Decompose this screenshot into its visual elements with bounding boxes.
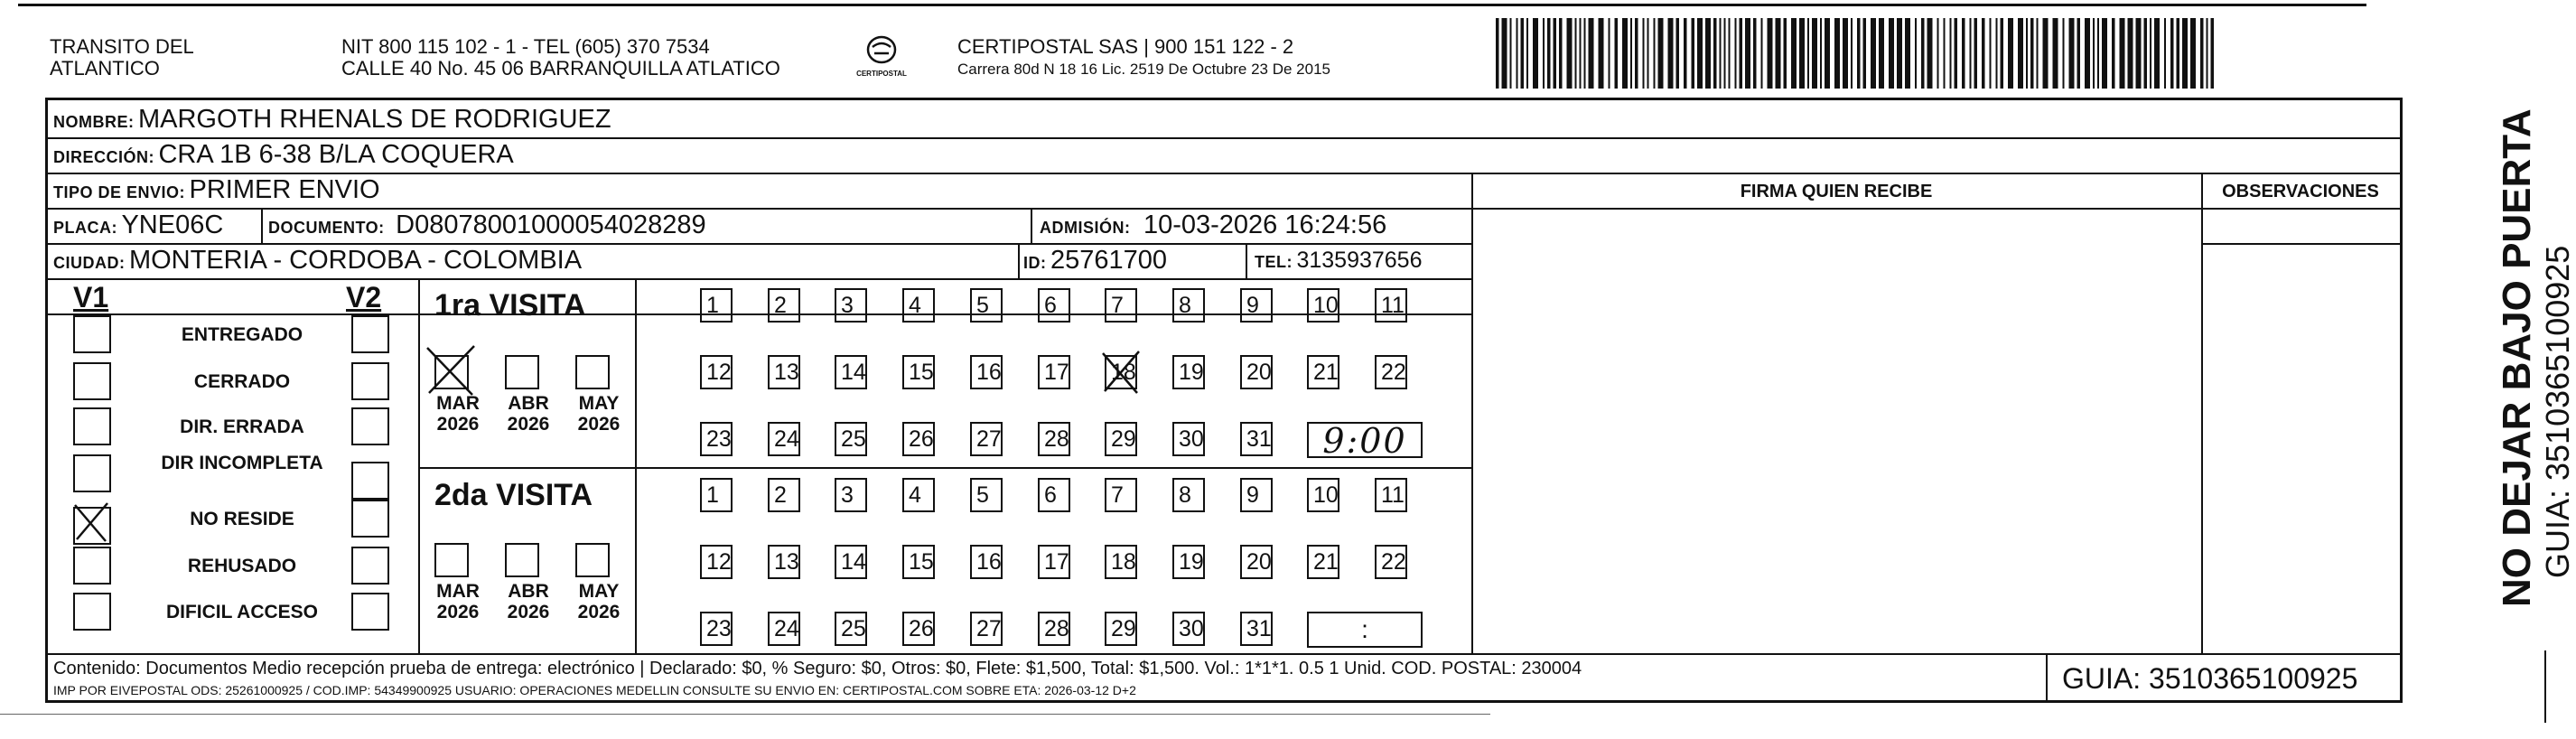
- barcode-bar: [1825, 18, 1830, 89]
- org-name: [50, 36, 194, 80]
- barcode-bar: [1502, 18, 1507, 89]
- barcode-bar: [1761, 18, 1763, 89]
- barcode-bar: [2136, 18, 2142, 89]
- barcode-bar: [1927, 18, 1933, 89]
- day-box: 7: [1105, 478, 1137, 512]
- day-box: 20: [1240, 355, 1273, 389]
- barcode-bar: [1950, 18, 1952, 89]
- v1-status-checkbox: [73, 407, 111, 445]
- barcode-bar: [1735, 18, 1737, 89]
- day-box: 25: [835, 422, 867, 456]
- month-checkbox: [505, 355, 539, 389]
- tel-label: TEL:: [1255, 253, 1293, 271]
- status-col-line: [418, 278, 420, 653]
- month-year: 2026: [507, 414, 550, 435]
- v1-status-checkbox: [73, 593, 111, 631]
- v2-status-checkbox: [351, 362, 389, 400]
- barcode-bar: [1996, 18, 1998, 89]
- barcode-bar: [1720, 18, 1722, 89]
- barcode-bar: [1729, 18, 1731, 89]
- barcode-bar: [2128, 18, 2133, 89]
- document-field: [268, 210, 706, 245]
- barcode-bar: [1658, 18, 1664, 89]
- status-option-label: DIR. ERRADA: [180, 416, 304, 437]
- v1-no-reside-check-mark: [73, 501, 109, 543]
- imp-line: IMP POR EIVEPOSTAL ODS: 25261000925 / COD.IMP: 54349900925 USUARIO: OPERACIONES MEDELLIN CONSULTE SU ENVIO EN: CERTIPOSTAL.COM SOBRE ETA: 2026-03-12 D+2: [53, 683, 1136, 697]
- day-box: 1: [700, 478, 733, 512]
- day-box: 24: [768, 422, 800, 456]
- barcode-bar: [2170, 18, 2174, 89]
- org-name-line2: ATLANTICO: [50, 57, 160, 80]
- barcode-bar: [2154, 18, 2160, 89]
- sender-info: [341, 36, 780, 80]
- barcode-bar: [1526, 18, 1528, 89]
- day-box: 14: [835, 545, 867, 579]
- day-box: 28: [1038, 422, 1070, 456]
- side-text: [2495, 108, 2576, 607]
- col-line: [1018, 243, 1020, 278]
- barcode-bar: [1834, 18, 1840, 89]
- barcode-bar: [2085, 18, 2090, 89]
- certipostal-logo-text: CERTIPOSTAL: [856, 70, 907, 78]
- day-check-mark: [1101, 350, 1141, 395]
- day-box: 3: [835, 478, 867, 512]
- observations-header: OBSERVACIONES: [2222, 182, 2379, 201]
- barcode-bar: [2200, 18, 2204, 89]
- day-box: 6: [1038, 478, 1070, 512]
- plate-field: [53, 210, 223, 245]
- barcode-bar: [2026, 18, 2028, 89]
- barcode-bar: [1955, 18, 1958, 89]
- admission-field: [1040, 210, 1386, 245]
- month-checkbox: [434, 543, 469, 577]
- day-box: 30: [1172, 612, 1205, 646]
- v2-status-checkbox: [351, 315, 389, 353]
- id-field: [1023, 245, 1167, 280]
- barcode-bar: [2150, 18, 2151, 89]
- barcode-bar: [2112, 18, 2115, 89]
- col-line: [1246, 243, 1247, 278]
- barcode-bar: [2077, 18, 2081, 89]
- day-box: 13: [768, 355, 800, 389]
- barcode-bar: [1599, 18, 1604, 89]
- v2-status-checkbox: [351, 462, 389, 500]
- day-box: 22: [1375, 355, 1407, 389]
- barcode-bar: [1510, 18, 1512, 89]
- barcode-bar: [2120, 18, 2125, 89]
- barcode-bar: [1982, 18, 1985, 89]
- barcode-bar: [1668, 18, 1674, 89]
- row-line: [2201, 243, 2400, 245]
- carrier-info: [957, 36, 1330, 79]
- guia-col-line: [2046, 653, 2048, 700]
- visit-divider-line: [418, 467, 1471, 469]
- barcode-bar: [1647, 18, 1649, 89]
- handwritten-time-box: 9:00: [1307, 422, 1423, 458]
- v1-label: V1: [73, 281, 109, 313]
- barcode-bar: [1889, 18, 1894, 89]
- barcode-bar: [1697, 18, 1703, 89]
- barcode-bar: [2030, 18, 2034, 89]
- barcode-bar: [1776, 18, 1781, 89]
- day-box: 7: [1105, 288, 1137, 323]
- day-box: 6: [1038, 288, 1070, 323]
- status-option-label: ENTREGADO: [181, 324, 303, 345]
- day-box: 2: [768, 288, 800, 323]
- day-box: 23: [700, 422, 733, 456]
- barcode-bar: [2037, 18, 2039, 89]
- barcode-bar: [1974, 18, 1978, 89]
- day-box: 17: [1038, 355, 1070, 389]
- barcode-bar: [1944, 18, 1946, 89]
- day-box: 10: [1307, 478, 1339, 512]
- barcode-bar: [1547, 18, 1551, 89]
- day-box: 15: [902, 355, 935, 389]
- barcode-bar: [1517, 18, 1518, 89]
- content-line: Contenido: Documentos Medio recepción prueba de entrega: electrónico | Declarado: $0, % Seguro: $0, Otros: $0, Flete: $1,500, Total: $1,500. Vol.: 1*1*1. 0.5 1 Unid. COD. POSTAL: 230004: [53, 659, 1582, 678]
- address-value: CRA 1B 6-38 B/LA COQUERA: [158, 140, 514, 169]
- month-checkbox: [575, 543, 610, 577]
- barcode-bar: [1622, 18, 1628, 89]
- day-box: 16: [970, 355, 1003, 389]
- day-box: 21: [1307, 545, 1339, 579]
- v1-status-checkbox: [73, 547, 111, 585]
- id-value: 25761700: [1050, 246, 1167, 275]
- barcode-bar: [1745, 18, 1750, 89]
- barcode-bar: [1905, 18, 1910, 89]
- certipostal-logo-icon: [863, 34, 900, 65]
- day-box: 3: [835, 288, 867, 323]
- barcode-bar: [2144, 18, 2148, 89]
- barcode-bar: [2069, 18, 2075, 89]
- barcode-bar: [2102, 18, 2107, 89]
- status-option-label: REHUSADO: [187, 556, 297, 576]
- month-year: 2026: [577, 414, 621, 435]
- day-box: 17: [1038, 545, 1070, 579]
- days-col-line: [635, 278, 637, 653]
- day-box: 18: [1105, 355, 1137, 389]
- day-box: 1: [700, 288, 733, 323]
- day-box: 25: [835, 612, 867, 646]
- col-line: [1031, 208, 1032, 243]
- name-value: MARGOTH RHENALS DE RODRIGUEZ: [137, 105, 611, 134]
- day-box: 5: [970, 288, 1003, 323]
- tel-field: [1255, 245, 1423, 279]
- day-box: 11: [1375, 288, 1407, 323]
- month-year: 2026: [577, 602, 621, 622]
- barcode-bar: [1740, 18, 1743, 89]
- barcode-bar: [1589, 18, 1594, 89]
- admission-value: 10-03-2026 16:24:56: [1143, 210, 1387, 239]
- month-year: 2026: [436, 602, 480, 622]
- barcode-bar: [1609, 18, 1610, 89]
- top-edge-line: [18, 4, 2366, 6]
- day-box: 16: [970, 545, 1003, 579]
- barcode-bar: [1863, 18, 1867, 89]
- barcode-bar: [1791, 18, 1797, 89]
- vertical-guia: GUIA: 3510365100925: [2539, 245, 2576, 578]
- sender-address-line: CALLE 40 No. 45 06 BARRANQUILLA ATLATICO: [341, 57, 780, 80]
- barcode-bar: [1684, 18, 1687, 89]
- day-box: 20: [1240, 545, 1273, 579]
- signature-col-line: [1471, 173, 1473, 653]
- observations-col-line: [2201, 173, 2203, 653]
- no-dejar-warning: NO DEJAR BAJO PUERTA: [2495, 108, 2539, 607]
- barcode-bar: [2164, 18, 2166, 89]
- barcode-bar: [1962, 18, 1965, 89]
- address-label: DIRECCIÓN:: [53, 148, 154, 166]
- main-form-box: [45, 98, 2403, 703]
- barcode-bar: [1937, 18, 1939, 89]
- city-field: [53, 245, 582, 280]
- month-name: MAR: [436, 393, 480, 414]
- barcode-bar: [2001, 18, 2004, 89]
- month-year: 2026: [436, 414, 480, 435]
- barcode-bar: [1580, 18, 1582, 89]
- barcode-bar: [1820, 18, 1822, 89]
- barcode-bar: [1753, 18, 1757, 89]
- month-name: MAY: [578, 393, 620, 414]
- day-box: 26: [902, 612, 935, 646]
- day-box: 9: [1240, 478, 1273, 512]
- v1-status-checkbox: [73, 362, 111, 400]
- day-box: 24: [768, 612, 800, 646]
- barcode-bar: [2097, 18, 2099, 89]
- day-box: 31: [1240, 612, 1273, 646]
- day-box: 8: [1172, 478, 1205, 512]
- certipostal-logo: [845, 34, 918, 85]
- barcode-bar: [2211, 18, 2215, 89]
- barcode-bar: [2207, 18, 2208, 89]
- name-label: NOMBRE:: [53, 113, 135, 131]
- day-box: 23: [700, 612, 733, 646]
- v1-status-checkbox: [73, 315, 111, 353]
- status-option-label: NO RESIDE: [190, 509, 294, 529]
- day-box: 28: [1038, 612, 1070, 646]
- barcode-bar: [2190, 18, 2196, 89]
- day-box: 11: [1375, 478, 1407, 512]
- visit1-title: 1ra VISITA: [434, 288, 586, 323]
- col-line: [261, 208, 263, 243]
- barcode-bar: [1615, 18, 1619, 89]
- day-box: 21: [1307, 355, 1339, 389]
- barcode-bar: [2053, 18, 2058, 89]
- barcode-bar: [1533, 18, 1538, 89]
- v2-status-checkbox: [351, 547, 389, 585]
- send-type-field: [53, 174, 380, 210]
- v2-status-checkbox: [351, 407, 389, 445]
- barcode-bar: [1567, 18, 1573, 89]
- day-box: 27: [970, 422, 1003, 456]
- barcode-bar: [2018, 18, 2023, 89]
- footer-guia: GUIA: 3510365100925: [2062, 662, 2358, 695]
- city-label: CIUDAD:: [53, 254, 126, 272]
- month-name: ABR: [508, 393, 549, 414]
- barcode-bar: [1851, 18, 1853, 89]
- barcode-bar: [1921, 18, 1925, 89]
- month-check-mark: [425, 344, 476, 397]
- month-checkbox: [575, 355, 610, 389]
- barcode-bar: [1724, 18, 1726, 89]
- name-field: [53, 104, 611, 139]
- barcode-bar: [1521, 18, 1525, 89]
- day-box: 29: [1105, 612, 1137, 646]
- barcode-bar: [1496, 18, 1499, 89]
- day-box: 10: [1307, 288, 1339, 323]
- barcode-bar: [1584, 18, 1586, 89]
- day-box: 19: [1172, 545, 1205, 579]
- day-box: 30: [1172, 422, 1205, 456]
- barcode-bar: [2177, 18, 2180, 89]
- barcode-bar: [1879, 18, 1884, 89]
- barcode-bar: [1857, 18, 1861, 89]
- day-box: 2: [768, 478, 800, 512]
- city-value: MONTERIA - CORDOBA - COLOMBIA: [128, 246, 583, 275]
- barcode-bar: [1654, 18, 1656, 89]
- barcode-bar: [1635, 18, 1638, 89]
- barcode-bar: [1768, 18, 1773, 89]
- barcode-bar: [2063, 18, 2065, 89]
- day-box: 5: [970, 478, 1003, 512]
- day-box: 18: [1105, 545, 1137, 579]
- send-type-value: PRIMER ENVIO: [189, 175, 380, 204]
- document-value: D08078001000054028289: [396, 210, 706, 239]
- day-box: 4: [902, 478, 935, 512]
- barcode-bar: [1713, 18, 1717, 89]
- license-line: Carrera 80d N 18 16 Lic. 2519 De Octubre 23 De 2015: [957, 61, 1330, 78]
- status-option-label: DIR INCOMPLETA: [161, 453, 323, 473]
- day-box: 8: [1172, 288, 1205, 323]
- barcode-bar: [1784, 18, 1787, 89]
- plate-label: PLACA:: [53, 219, 117, 237]
- day-box: 26: [902, 422, 935, 456]
- barcode-bar: [2093, 18, 2095, 89]
- barcode-bar: [1643, 18, 1645, 89]
- barcode-bar: [1812, 18, 1817, 89]
- month-name: MAY: [578, 581, 620, 602]
- document-label: DOCUMENTO:: [268, 219, 385, 237]
- v2-status-checkbox: [351, 593, 389, 631]
- barcode-bar: [1915, 18, 1917, 89]
- scan-edge-mark: [0, 714, 1490, 715]
- day-box: 27: [970, 612, 1003, 646]
- visit2-title: 2da VISITA: [434, 478, 593, 512]
- day-box: 14: [835, 355, 867, 389]
- plate-value: YNE06C: [121, 210, 224, 239]
- barcode-bar: [1705, 18, 1711, 89]
- barcode-bar: [1575, 18, 1577, 89]
- time-box: :: [1307, 612, 1423, 648]
- barcode-bar: [1554, 18, 1557, 89]
- barcode-bar: [1970, 18, 1972, 89]
- barcode-bar: [1799, 18, 1805, 89]
- barcode-bar: [1843, 18, 1848, 89]
- carrier-line: CERTIPOSTAL SAS | 900 151 122 - 2: [957, 35, 1294, 58]
- day-box: 31: [1240, 422, 1273, 456]
- barcode-bar: [1897, 18, 1902, 89]
- day-box: 4: [902, 288, 935, 323]
- month-name: ABR: [508, 581, 549, 602]
- barcode-bar: [1630, 18, 1632, 89]
- nit-line: NIT 800 115 102 - 1 - TEL (605) 370 7534: [341, 35, 710, 58]
- day-box: 22: [1375, 545, 1407, 579]
- status-option-label: DIFICIL ACCESO: [165, 602, 318, 622]
- address-field: [53, 139, 514, 174]
- month-name: MAR: [436, 581, 480, 602]
- day-box: 19: [1172, 355, 1205, 389]
- day-box: 12: [700, 545, 733, 579]
- barcode-bar: [2182, 18, 2188, 89]
- barcode-bar: [2043, 18, 2049, 89]
- day-box: 12: [700, 355, 733, 389]
- day-box: 15: [902, 545, 935, 579]
- barcode: [1494, 18, 2227, 89]
- admission-label: ADMISIÓN:: [1040, 219, 1131, 237]
- day-box: 29: [1105, 422, 1137, 456]
- v2-status-checkbox: [351, 500, 389, 538]
- day-box: 9: [1240, 288, 1273, 323]
- barcode-bar: [1543, 18, 1545, 89]
- month-year: 2026: [507, 602, 550, 622]
- barcode-bar: [1807, 18, 1809, 89]
- status-option-label: CERRADO: [193, 371, 291, 392]
- v2-label: V2: [346, 281, 382, 313]
- v1-status-checkbox: [73, 454, 111, 492]
- barcode-bar: [1676, 18, 1680, 89]
- signature-header: FIRMA QUIEN RECIBE: [1740, 182, 1933, 201]
- barcode-bar: [1559, 18, 1563, 89]
- id-label: ID:: [1023, 254, 1047, 272]
- org-name-line1: TRANSITO DEL: [50, 35, 194, 58]
- tel-value: 3135937656: [1296, 248, 1423, 273]
- day-box: 13: [768, 545, 800, 579]
- barcode-bar: [1692, 18, 1695, 89]
- barcode-bar: [1871, 18, 1876, 89]
- send-type-label: TIPO DE ENVIO:: [53, 183, 186, 201]
- barcode-bar: [2008, 18, 2013, 89]
- scan-edge-mark: [2544, 650, 2546, 723]
- month-checkbox: [505, 543, 539, 577]
- barcode-bar: [1990, 18, 1992, 89]
